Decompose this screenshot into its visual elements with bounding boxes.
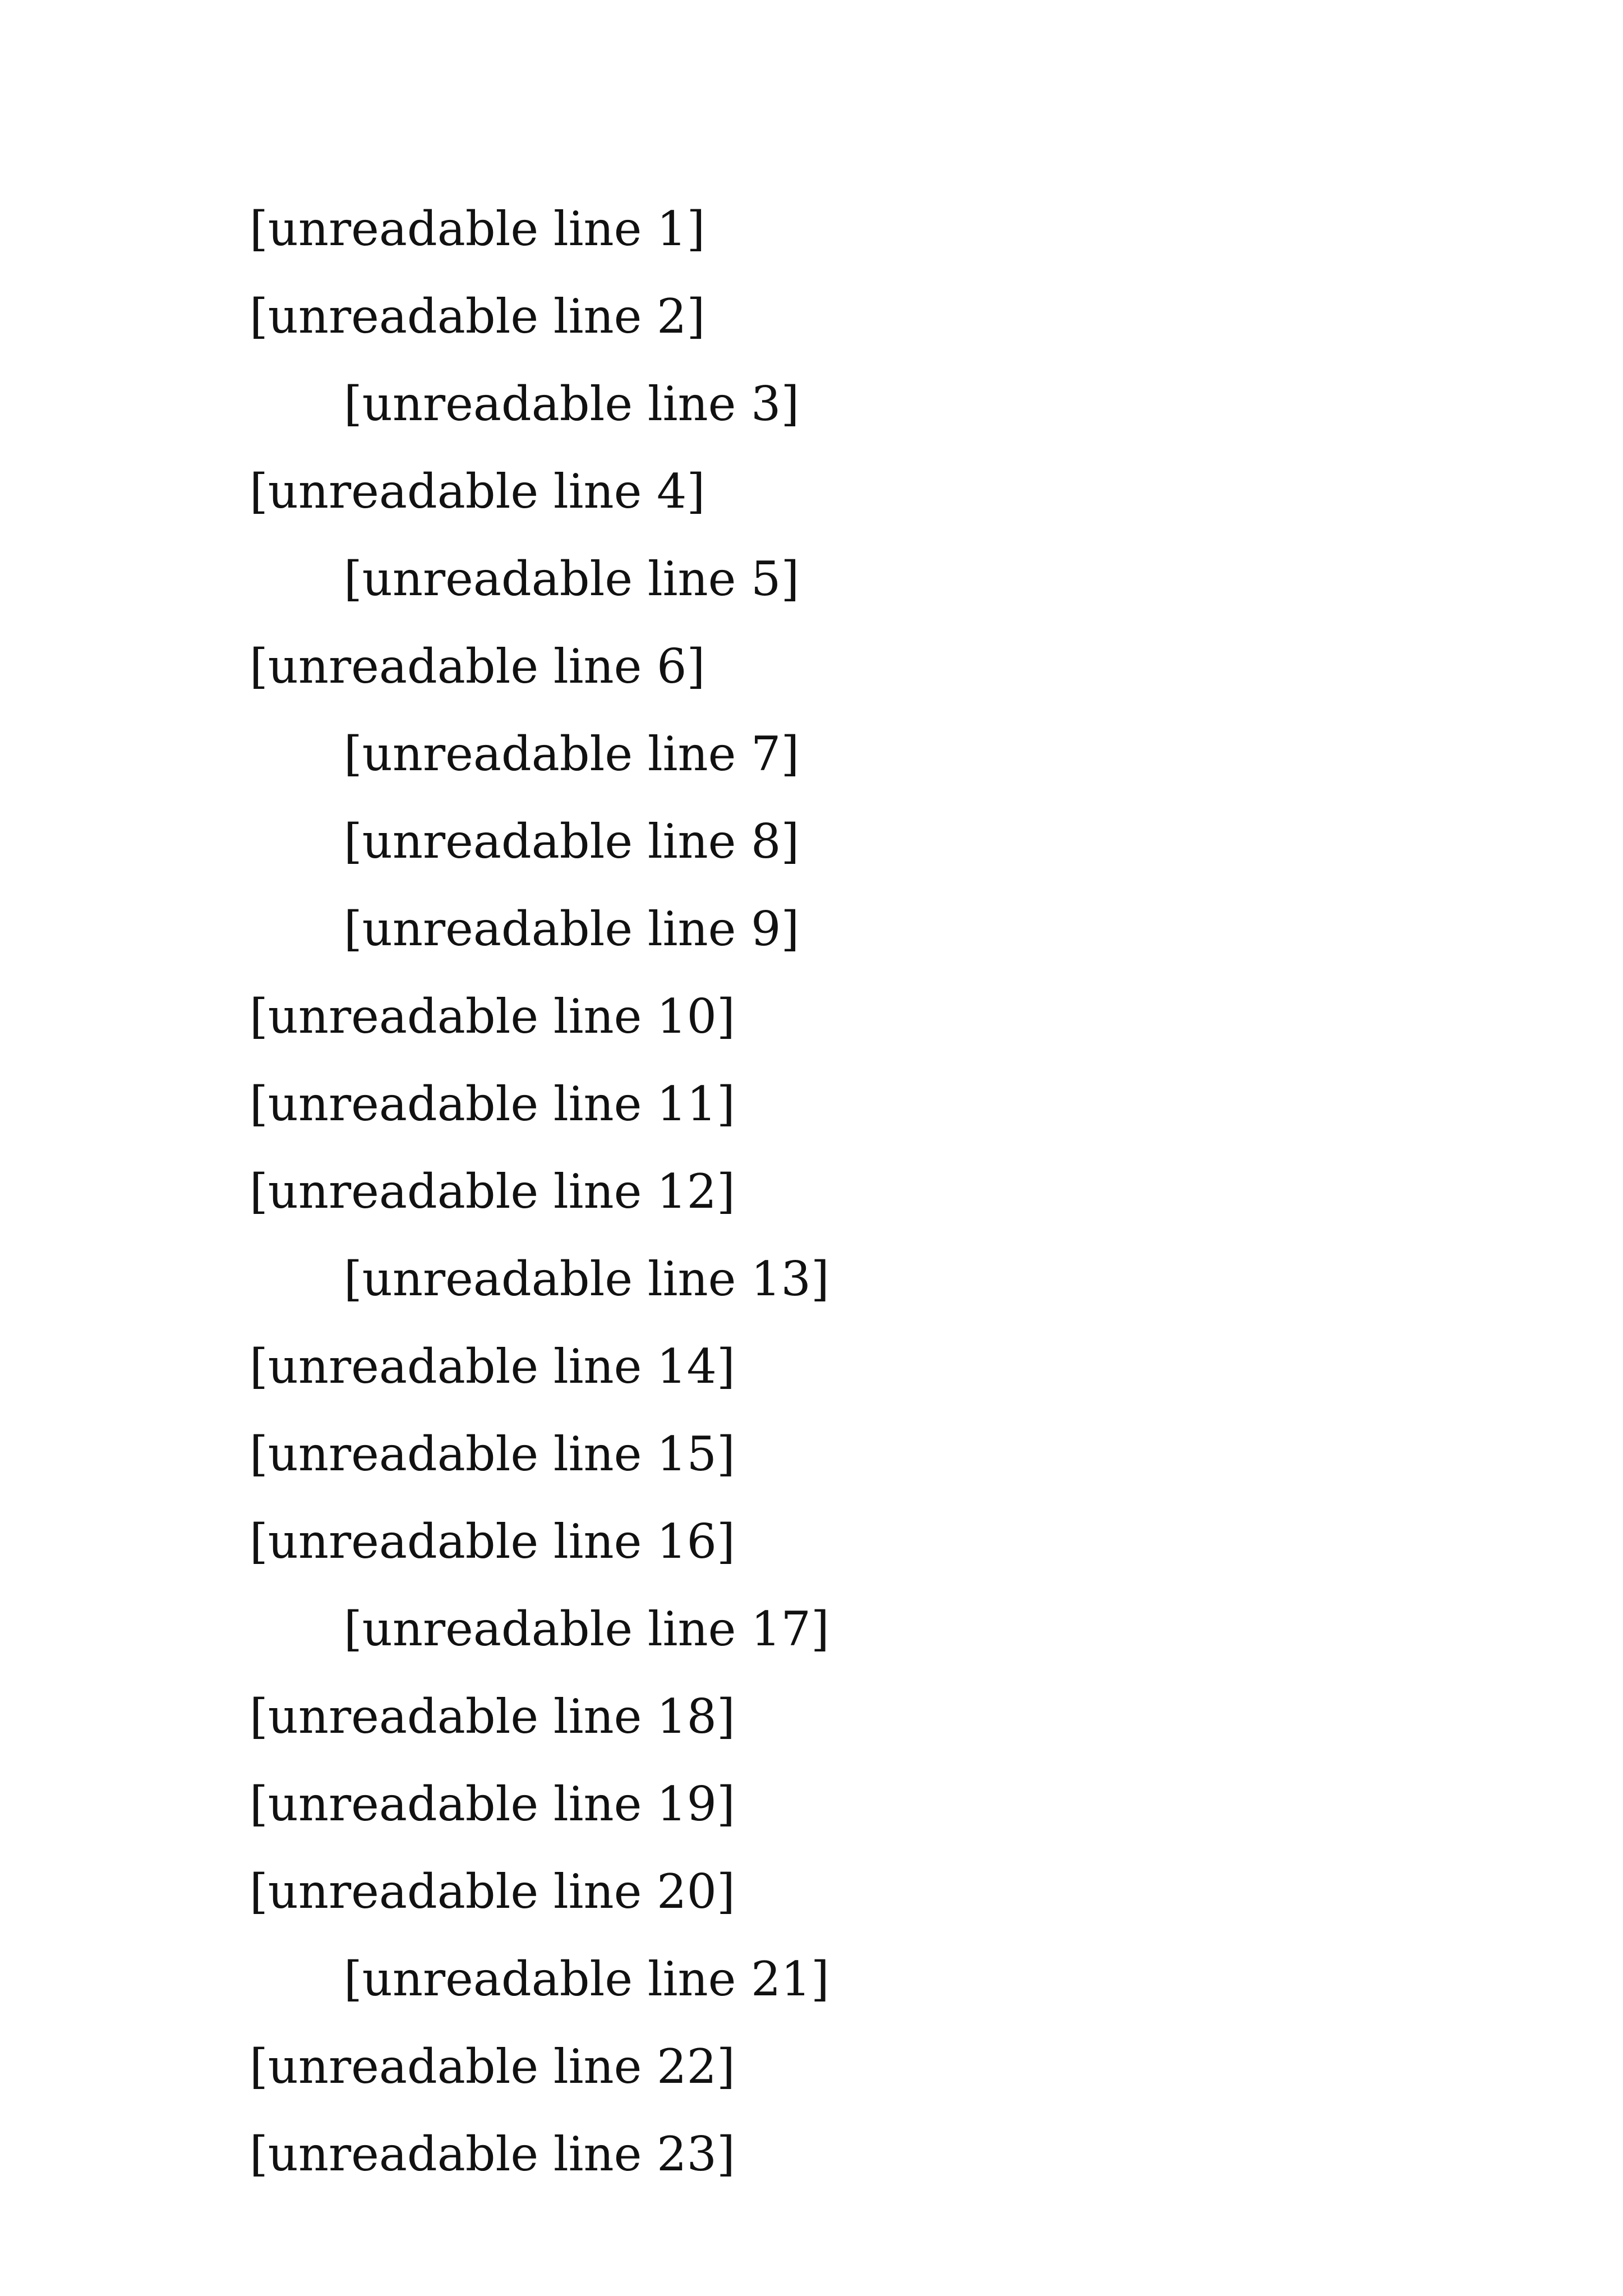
text-line-6: [unreadable line 6] — [250, 639, 706, 694]
text-line-17: [unreadable line 17] — [344, 1602, 829, 1657]
text-line-11: [unreadable line 11] — [250, 1076, 735, 1131]
text-line-12: [unreadable line 12] — [250, 1164, 735, 1219]
text-line-4: [unreadable line 4] — [250, 464, 706, 519]
text-line-22: [unreadable line 22] — [250, 2039, 735, 2094]
text-line-20: [unreadable line 20] — [250, 1864, 735, 1919]
text-line-9: [unreadable line 9] — [344, 901, 800, 956]
text-line-1: [unreadable line 1] — [250, 201, 706, 256]
text-line-10: [unreadable line 10] — [250, 989, 735, 1044]
text-line-16: [unreadable line 16] — [250, 1514, 735, 1569]
text-line-5: [unreadable line 5] — [344, 551, 800, 606]
text-line-14: [unreadable line 14] — [250, 1339, 735, 1394]
text-line-8: [unreadable line 8] — [344, 814, 800, 869]
text-line-15: [unreadable line 15] — [250, 1427, 735, 1481]
text-line-3: [unreadable line 3] — [344, 376, 800, 431]
text-line-18: [unreadable line 18] — [250, 1689, 735, 1744]
body-text — [250, 185, 1394, 2198]
text-line-21: [unreadable line 21] — [344, 1952, 829, 2007]
text-line-23: [unreadable line 23] — [250, 2127, 735, 2182]
text-line-19: [unreadable line 19] — [250, 1777, 735, 1832]
text-line-7: [unreadable line 7] — [344, 726, 800, 781]
text-line-13: [unreadable line 13] — [344, 1251, 829, 1306]
text-line-2: [unreadable line 2] — [250, 289, 706, 344]
